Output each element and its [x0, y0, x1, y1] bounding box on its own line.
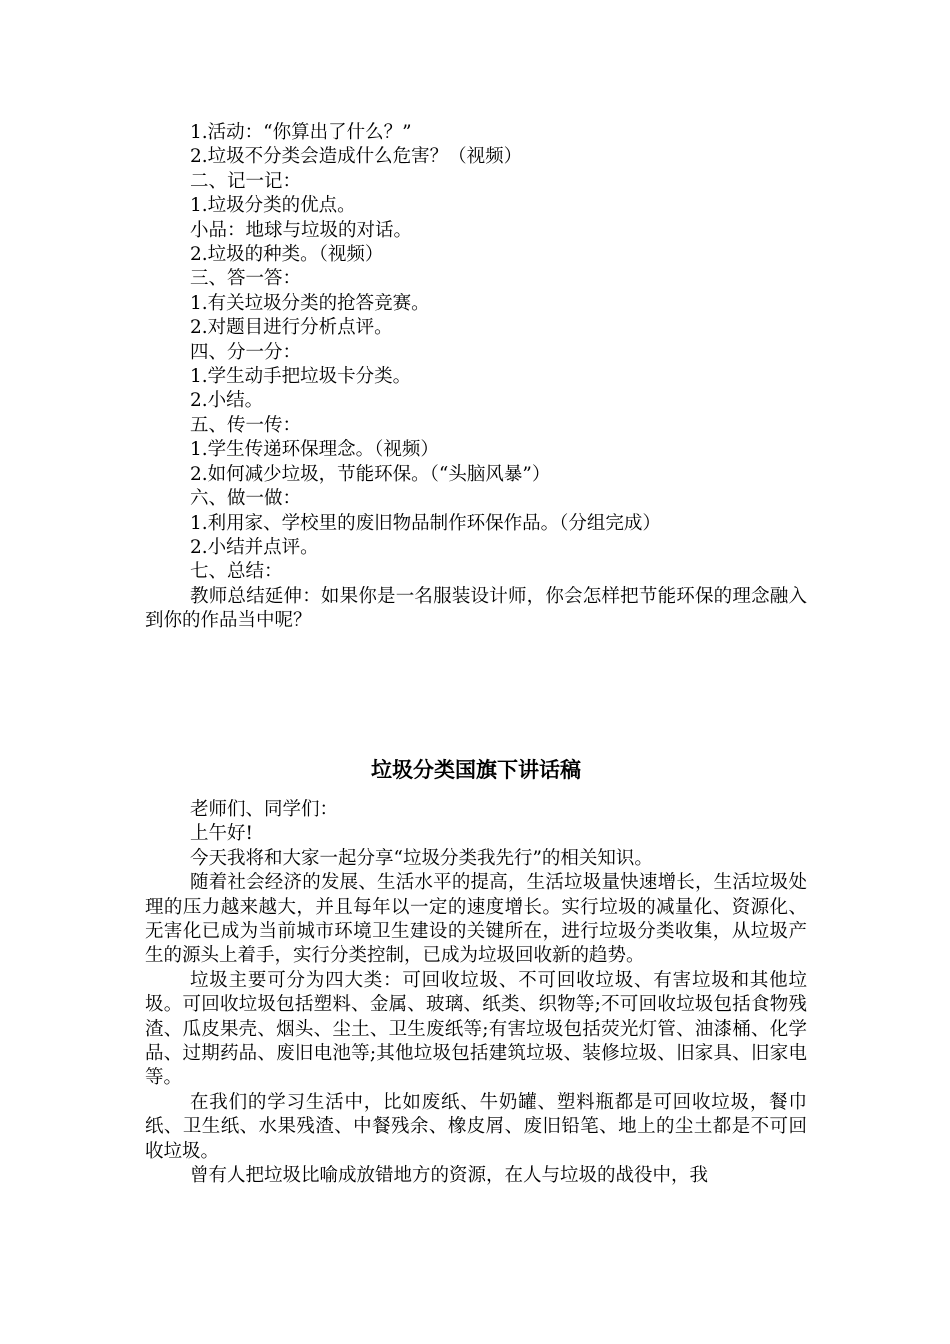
speech-paragraph: 随着社会经济的发展、生活水平的提高，生活垃圾量快速增长，生活垃圾处理的压力越来越大，并且每年以一定的速度增长。实行垃圾的减量化、资源化、无害化已成为当前城市环境卫生建设的关键所在，进行垃圾分类收集，从垃圾产生的源头上着手，实行分类控制，已成为垃圾回收新的趋势。	[145, 872, 807, 967]
speech-paragraph: 在我们的学习生活中，比如废纸、牛奶罐、塑料瓶都是可回收垃圾，餐巾纸、卫生纸、水果残渣、中餐残余、橡皮屑、废旧铅笔、地上的尘土都是不可回收垃圾。	[145, 1091, 807, 1162]
speech-salutation: 上午好!	[190, 823, 253, 845]
lesson-heading: 三、答一答：	[190, 268, 302, 290]
lesson-step: 2.垃圾的种类。（视频）	[190, 244, 384, 266]
lesson-step: 1.学生动手把垃圾卡分类。	[190, 366, 412, 388]
lesson-heading: 四、分一分：	[190, 341, 302, 363]
lesson-step: 1.活动：“你算出了什么？”	[190, 122, 412, 143]
speech-paragraph: 曾有人把垃圾比喻成放错地方的资源，在人与垃圾的战役中，我	[190, 1165, 709, 1187]
lesson-step: 2.小结并点评。	[190, 536, 319, 558]
speech-body	[145, 798, 807, 1189]
speech-greeting: 老师们、同学们：	[190, 799, 339, 820]
lesson-plan-section	[145, 121, 807, 634]
lesson-step: 1.垃圾分类的优点。	[190, 195, 356, 217]
lesson-heading: 六、做一做：	[190, 488, 302, 510]
lesson-step: 1.利用家、学校里的废旧物品制作环保作品。（分组完成）	[190, 512, 661, 534]
lesson-step: 1.学生传递环保理念。（视频）	[190, 439, 439, 461]
speech-title: 垃圾分类国旗下讲话稿	[371, 757, 581, 782]
lesson-step: 2.小结。	[190, 390, 264, 412]
lesson-step: 2.垃圾不分类会造成什么危害？（视频）	[190, 146, 523, 168]
lesson-step: 小品：地球与垃圾的对话。	[190, 219, 413, 241]
lesson-heading: 七、总结：	[190, 561, 283, 583]
lesson-step: 2.对题目进行分析点评。	[190, 317, 393, 339]
speech-paragraph: 今天我将和大家一起分享“垃圾分类我先行”的相关知识。	[190, 847, 653, 869]
lesson-summary: 教师总结延伸：如果你是一名服装设计师，你会怎样把节能环保的理念融入到你的作品当中呢？	[145, 585, 807, 632]
lesson-heading: 五、传一传：	[190, 414, 302, 436]
lesson-step: 2.如何减少垃圾，节能环保。（“头脑风暴”）	[190, 463, 551, 485]
lesson-step: 1.有关垃圾分类的抢答竞赛。	[190, 292, 430, 314]
lesson-heading: 二、记一记：	[190, 170, 302, 192]
speech-paragraph: 垃圾主要可分为四大类：可回收垃圾、不可回收垃圾、有害垃圾和其他垃圾。可回收垃圾包括塑料、金属、玻璃、纸类、织物等;不可回收垃圾包括食物残渣、瓜皮果壳、烟头、尘土、卫生废纸等;有害垃圾包括荧光灯管、油漆桶、化学品、过期药品、废旧电池等;其他垃圾包括建筑垃圾、装修垃圾、旧家具、旧家电等。	[145, 969, 807, 1089]
